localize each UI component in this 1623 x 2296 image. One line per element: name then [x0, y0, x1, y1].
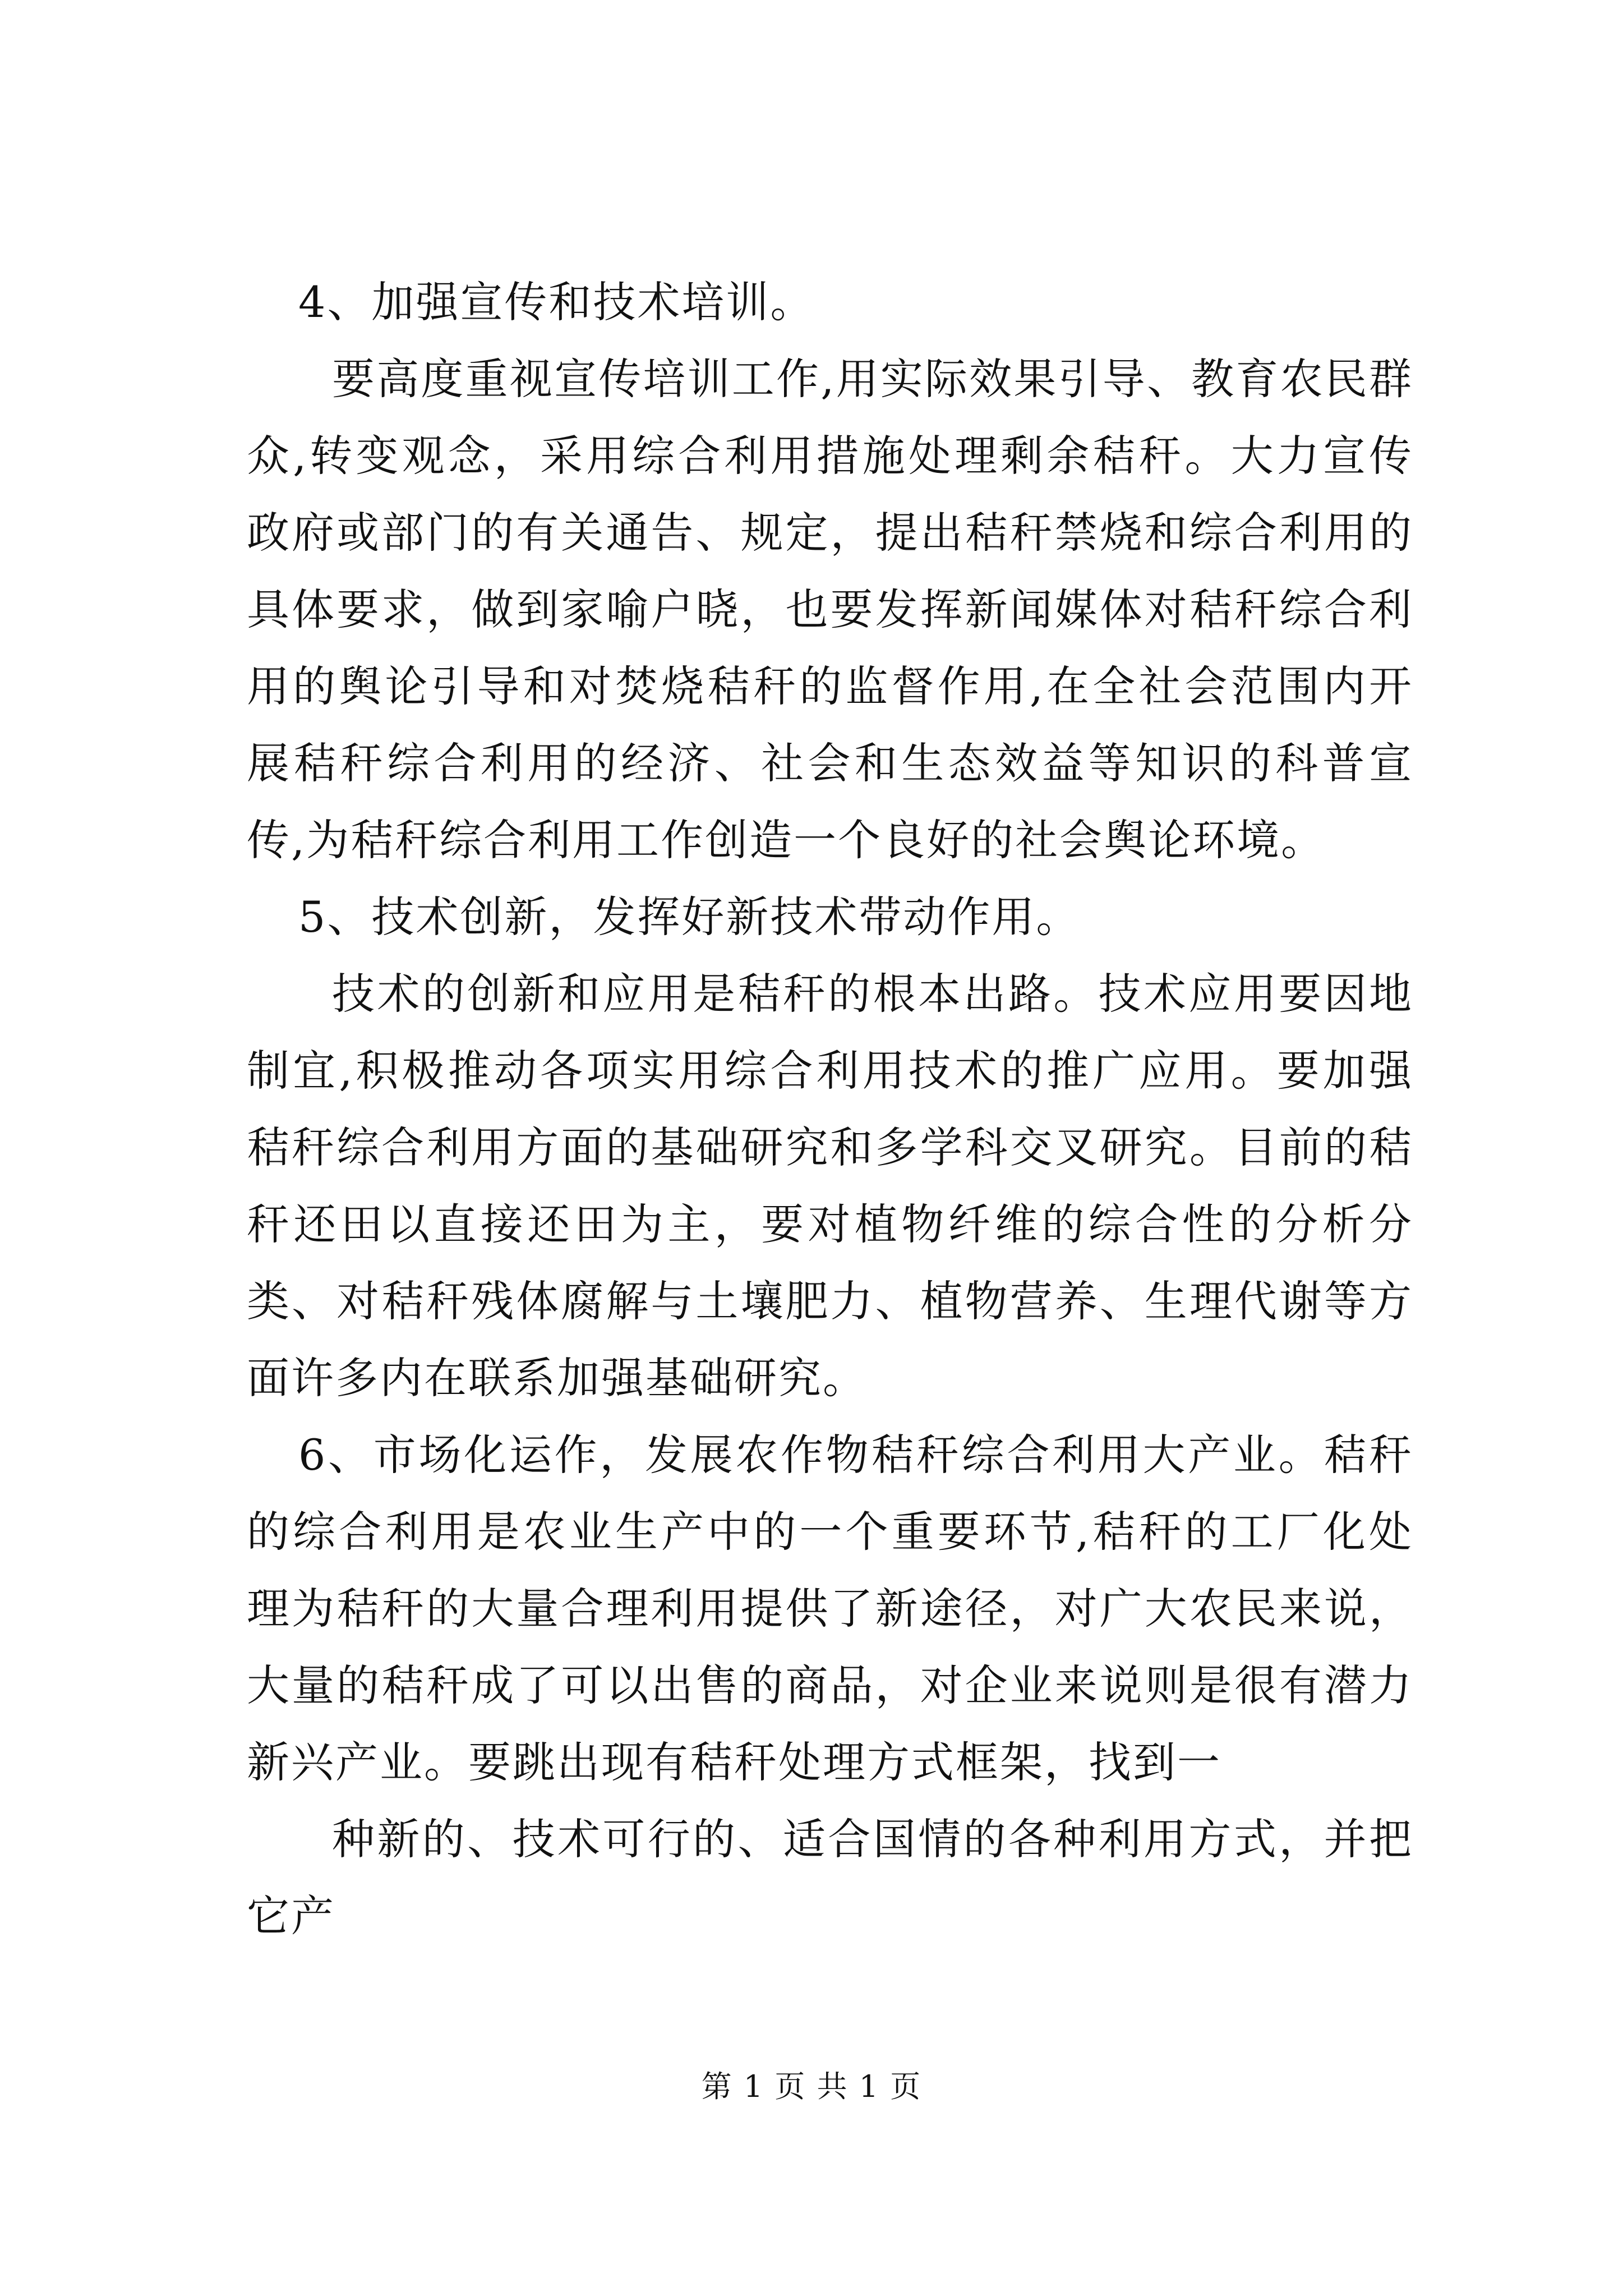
paragraph-technology: 技术的创新和应用是秸秆的根本出路。技术应用要因地制宜,积极推动各项实用综合利用技术的推广应用。要加强秸秆综合利用方面的基础研究和多学科交叉研究。目前的秸秆还田以直接还田为主，要对植物纤维的综合性的分析分类、对秸秆残体腐解与土壤肥力、植物营养、生理代谢等方面许多内在联系加强基础研究。	[247, 969, 1413, 1403]
paragraph-publicity: 要高度重视宣传培训工作,用实际效果引导、教育农民群众,转变观念，采用综合利用措施处理剩余秸秆。大力宣传政府或部门的有关通告、规定，提出秸秆禁烧和综合利用的具体要求，做到家喻户晓，也要发挥新闻媒体对秸秆综合利用的舆论引导和对焚烧秸秆的监督作用,在全社会范围内开展秸秆综合利用的经济、社会和生态效益等知识的科普宣传,为秸秆综合利用工作创造一个良好的社会舆论环境。	[247, 354, 1413, 865]
section-heading-5: 5、技术创新，发挥好新技术带动作用。	[298, 892, 1081, 942]
section-heading-4: 4、加强宣传和技术培训。	[298, 277, 815, 327]
section-paragraph-6: 6、市场化运作，发展农作物秸秆综合利用大产业。秸秆的综合利用是农业生产中的一个重要环节,秸秆的工厂化处理为秸秆的大量合理利用提供了新途径，对广大农民来说，大量的秸秆成了可以出售的商品，对企业来说则是很有潜力新兴产业。要跳出现有秸秆处理方式框架，找到一	[247, 1430, 1413, 1787]
document-body	[247, 264, 1413, 1954]
page-footer: 第 1 页 共 1 页	[701, 2069, 922, 2104]
paragraph-continuation: 种新的、技术可行的、适合国情的各种利用方式，并把它产	[247, 1814, 1413, 1941]
